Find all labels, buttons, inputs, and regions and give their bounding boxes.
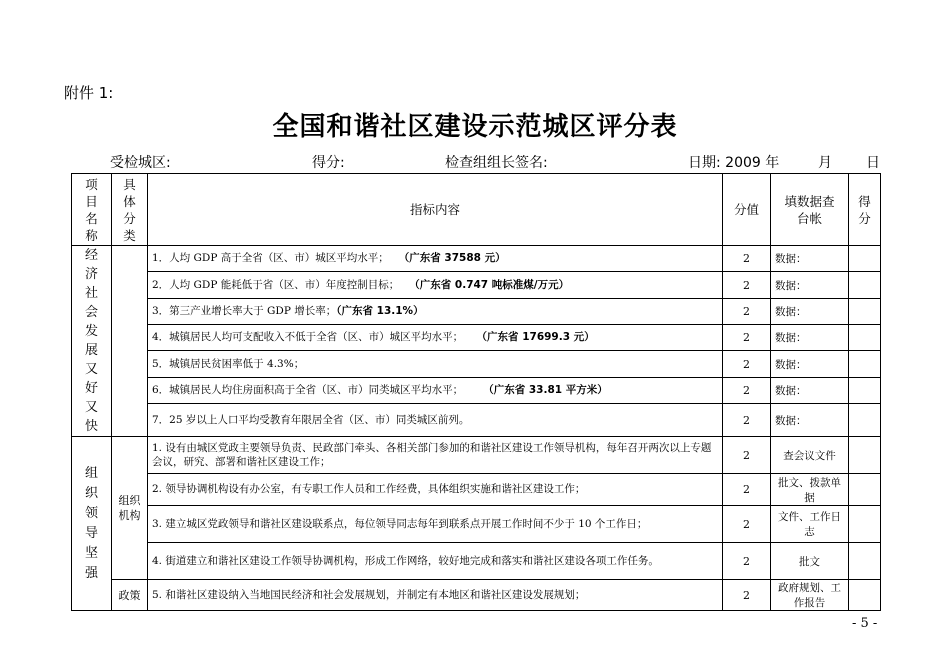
table-header-row xyxy=(72,174,881,246)
header-fill: 填数据查台帐 xyxy=(771,174,849,246)
score-cell[interactable] xyxy=(849,437,881,474)
points-cell: 2 xyxy=(723,377,771,403)
header-indicator: 指标内容 xyxy=(148,174,723,246)
attachment-label: 附件 1: xyxy=(64,84,114,102)
indicator-cell: 3．第三产业增长率大于 GDP 增长率；（广东省 13.1%） xyxy=(148,298,723,324)
points-cell: 2 xyxy=(723,543,771,580)
fill-cell: 数据： xyxy=(771,325,849,351)
district-label: 受检城区: xyxy=(110,155,171,171)
score-cell[interactable] xyxy=(849,351,881,377)
table-row xyxy=(72,580,881,611)
points-cell: 2 xyxy=(723,474,771,506)
table-row xyxy=(72,506,881,543)
score-cell[interactable] xyxy=(849,404,881,437)
score-cell[interactable] xyxy=(849,377,881,403)
fill-cell: 数据： xyxy=(771,298,849,324)
score-cell[interactable] xyxy=(849,580,881,611)
score-label: 得分: xyxy=(312,155,345,171)
table-row xyxy=(72,325,881,351)
header-category: 具体分类 xyxy=(112,174,148,246)
table-row xyxy=(72,246,881,272)
header-points: 分值 xyxy=(723,174,771,246)
page-number: - 5 - xyxy=(852,616,878,631)
day-label: 日 xyxy=(866,155,880,171)
month-label: 月 xyxy=(818,155,832,171)
fill-cell: 数据： xyxy=(771,272,849,298)
fill-cell: 数据： xyxy=(771,377,849,403)
indicator-cell: 2. 领导协调机构设有办公室，有专职工作人员和工作经费，具体组织实施和谐社区建设工作； xyxy=(148,474,723,506)
leader-sign-label: 检查组组长签名: xyxy=(445,155,548,171)
header-project-name: 项目名称 xyxy=(72,174,112,246)
fill-cell: 政府规划、工作报告 xyxy=(771,580,849,611)
table-row xyxy=(72,298,881,324)
table-row xyxy=(72,474,881,506)
indicator-cell: 3. 建立城区党政领导和谐社区建设联系点，每位领导同志每年到联系点开展工作时间不少于 10 个工作日； xyxy=(148,506,723,543)
indicator-cell: 4. 街道建立和谐社区建设工作领导协调机构，形成工作网络，较好地完成和落实和谐社区建设各项工作任务。 xyxy=(148,543,723,580)
header-score: 得分 xyxy=(849,174,881,246)
document-title: 全国和谐社区建设示范城区评分表 xyxy=(272,112,678,142)
group-economic-category xyxy=(112,246,148,437)
fill-cell: 数据： xyxy=(771,351,849,377)
points-cell: 2 xyxy=(723,351,771,377)
fill-cell: 数据： xyxy=(771,246,849,272)
date-label: 日期: 2009 年 xyxy=(688,155,780,171)
fill-cell: 数据： xyxy=(771,404,849,437)
score-cell[interactable] xyxy=(849,272,881,298)
points-cell: 2 xyxy=(723,272,771,298)
group-economic-name: 经济社会发展又好又快 xyxy=(72,246,112,437)
table-row xyxy=(72,377,881,403)
table-row xyxy=(72,437,881,474)
points-cell: 2 xyxy=(723,437,771,474)
score-cell[interactable] xyxy=(849,246,881,272)
score-table xyxy=(71,173,881,611)
points-cell: 2 xyxy=(723,506,771,543)
points-cell: 2 xyxy=(723,404,771,437)
group-leadership-name: 组织领导坚强 xyxy=(72,437,112,611)
fill-cell: 查会议文件 xyxy=(771,437,849,474)
score-cell[interactable] xyxy=(849,325,881,351)
points-cell: 2 xyxy=(723,298,771,324)
fill-cell: 文件、工作日志 xyxy=(771,506,849,543)
sub-category-org: 组织机构 xyxy=(112,437,148,580)
indicator-cell: 4．城镇居民人均可支配收入不低于全省（区、市）城区平均水平； （广东省 17699.3 元） xyxy=(148,325,723,351)
score-cell[interactable] xyxy=(849,506,881,543)
indicator-cell: 5．城镇居民贫困率低于 4.3%； xyxy=(148,351,723,377)
score-cell[interactable] xyxy=(849,298,881,324)
score-cell[interactable] xyxy=(849,543,881,580)
indicator-cell: 7．25 岁以上人口平均受教育年限居全省（区、市）同类城区前列。 xyxy=(148,404,723,437)
table-row xyxy=(72,543,881,580)
indicator-cell: 6．城镇居民人均住房面积高于全省（区、市）同类城区平均水平； （广东省 33.81 平方米） xyxy=(148,377,723,403)
table-row xyxy=(72,404,881,437)
indicator-cell: 2．人均 GDP 能耗低于省（区、市）年度控制目标； （广东省 0.747 吨标准煤/万元） xyxy=(148,272,723,298)
table-row xyxy=(72,351,881,377)
fill-cell: 批文 xyxy=(771,543,849,580)
indicator-cell: 5. 和谐社区建设纳入当地国民经济和社会发展规划，并制定有本地区和谐社区建设发展规划； xyxy=(148,580,723,611)
sub-category-policy: 政策 xyxy=(112,580,148,611)
fill-cell: 批文、拨款单据 xyxy=(771,474,849,506)
indicator-cell: 1．人均 GDP 高于全省（区、市）城区平均水平； （广东省 37588 元） xyxy=(148,246,723,272)
score-cell[interactable] xyxy=(849,474,881,506)
indicator-cell: 1. 设有由城区党政主要领导负责、民政部门牵头、各相关部门参加的和谐社区建设工作领导机构，每年召开两次以上专题会议，研究、部署和谐社区建设工作； xyxy=(148,437,723,474)
points-cell: 2 xyxy=(723,325,771,351)
table-row xyxy=(72,272,881,298)
points-cell: 2 xyxy=(723,580,771,611)
points-cell: 2 xyxy=(723,246,771,272)
